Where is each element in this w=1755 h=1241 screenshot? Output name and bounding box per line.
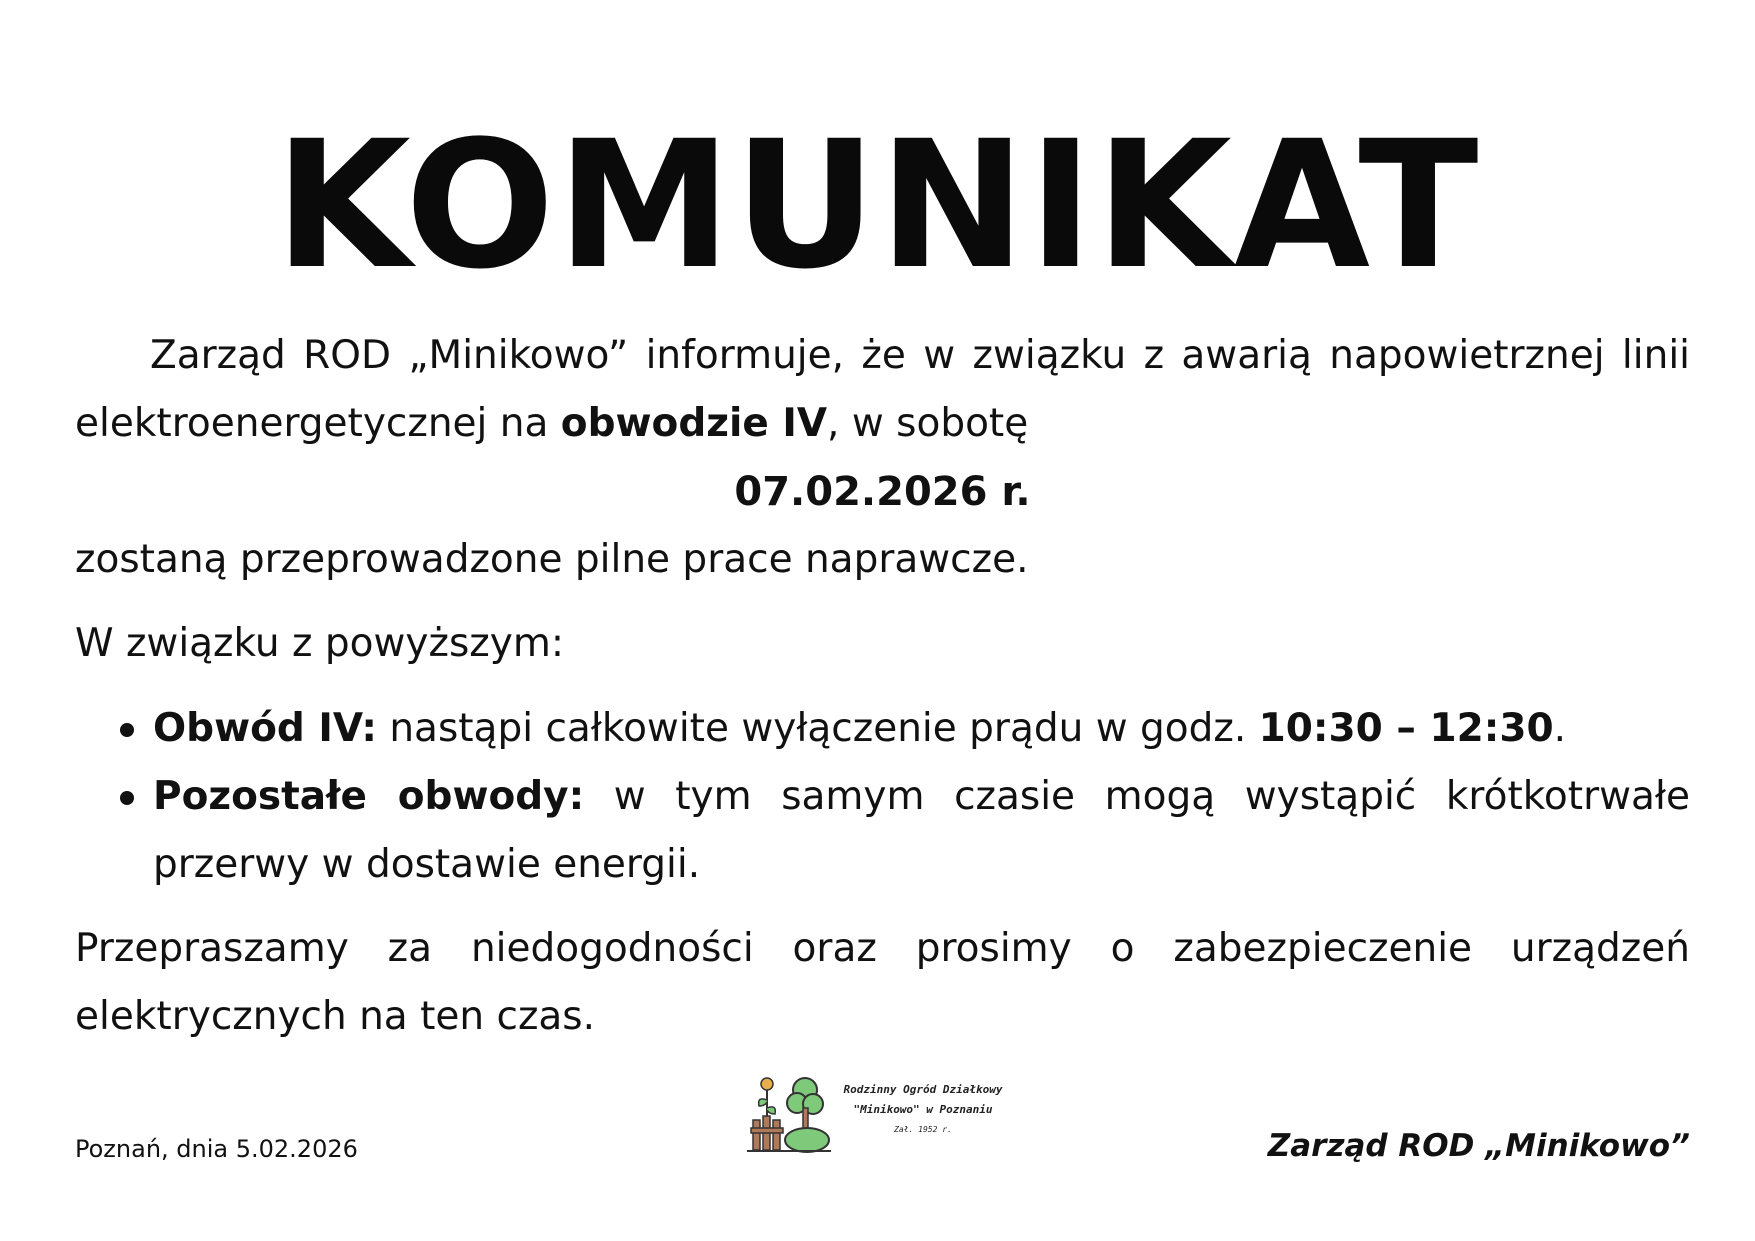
bullet-text: nastąpi całkowite wyłączenie prądu w godz.	[376, 706, 1259, 751]
bullet-label: Obwód IV:	[153, 706, 377, 751]
apology-paragraph: Przepraszamy za niedogodności oraz prosimy o zabezpieczenie urządzeń elektrycznych na ten czas.	[75, 926, 1690, 1039]
logo-line-3: Zał. 1952 r.	[894, 1125, 952, 1134]
logo-text	[833, 1080, 1013, 1140]
outage-time: 10:30 – 12:30	[1258, 706, 1554, 751]
list-item	[75, 763, 1690, 899]
garden-logo	[745, 1068, 1015, 1158]
bullet-list	[75, 695, 1690, 899]
consequence-heading: W związku z powyższym:	[75, 621, 564, 666]
signature: Zarząd ROD „Minikowo”	[1267, 1128, 1690, 1164]
page-title: KOMUNIKAT	[274, 103, 1481, 308]
bullet-text: w tym samym czasie mogą wystąpić krótkotrwałe przerwy w dostawie energii.	[153, 774, 1690, 887]
circuit-highlight: obwodzie IV	[560, 401, 828, 446]
event-date: 07.02.2026 r.	[734, 469, 1031, 515]
bullet-label: Pozostałe obwody:	[153, 774, 585, 819]
repair-paragraph: zostaną przeprowadzone pilne prace naprawcze.	[75, 537, 1029, 582]
intro-text-a: Zarząd ROD „Minikowo” informuje, że w związku z awarią napowietrznej linii elektroenergetycznej na	[75, 333, 1690, 446]
logo-line-1: Rodzinny Ogród Działkowy	[843, 1083, 1003, 1096]
logo-line-2: "Minikowo" w Poznaniu	[853, 1103, 993, 1116]
bullet-end: .	[1553, 706, 1566, 751]
intro-text-b: , w sobotę	[827, 401, 1029, 446]
list-item	[75, 695, 1690, 763]
place-date: Poznań, dnia 5.02.2026	[75, 1135, 358, 1163]
garden-logo-icon	[745, 1068, 835, 1158]
intro-paragraph	[75, 322, 1690, 458]
